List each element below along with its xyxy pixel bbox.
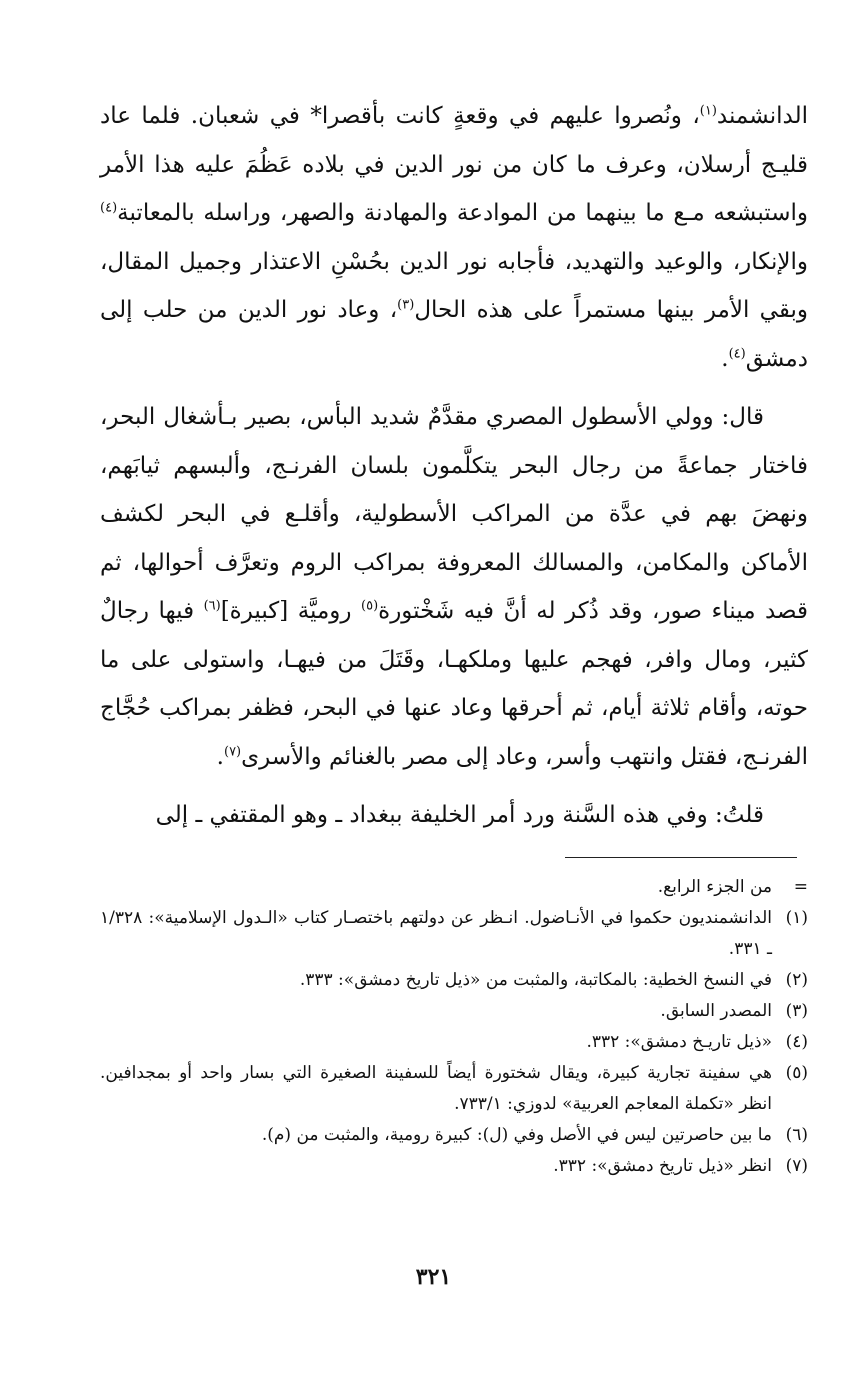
footnote-number: = (793, 877, 808, 897)
footnote-marker-7: (٧) (223, 743, 242, 759)
footnote-text: ما بين حاصرتين ليس في الأصل وفي (ل): كبيرة رومية، والمثبت من (م). (261, 1125, 772, 1145)
footnote-1 (100, 903, 808, 965)
footnote-marker-4: (٤) (728, 345, 746, 361)
footnote-text: انظر «ذيل تاريخ دمشق»: ٣٣٢. (553, 1156, 772, 1176)
paragraph-text: والإنكار، والوعيد والتهديد، فأجابه نور الدين بحُسْنِ الاعتذار وجميل المقال، وبقي الأمر بينها مستمراً على هذه الحال (100, 248, 808, 323)
footnote-text: الدانشمنديون حكموا في الأنـاضول. انـظر عن دولتهم باختصـار كتاب «الـدول الإسلامية»: ١/٣٢٨ ـ ٣٣١. (100, 908, 772, 959)
footnote-number: (٦) (785, 1125, 808, 1145)
paragraph-text: قال: وولي الأسطول المصري مقدَّمٌ شديد البأس، بصير بـأشغال البحر، فاختار جماعةً من رجال البحر يتكلَّمون بلسان الفرنـج، وألبسهم ثيابَهم، ونهضَ بهم في عدَّة من المراكب الأسطولية، وأقلـع في البحر لكشف الأماكن والمكامن، والمسالك المعروفة بمراكب الروم وتعرَّف أحوالها، ثم قصد ميناء صور، وقد ذُكر له أنَّ فيه شَخْتورة (100, 404, 809, 624)
footnote-continuation (100, 872, 808, 903)
paragraph-text: ، وعاد نور الدين من حلب إلى دمشق (100, 297, 808, 372)
footnote-2 (100, 965, 808, 996)
paragraph-text: الدانشمند (716, 103, 808, 129)
footnote-text: هي سفينة تجارية كبيرة، ويقال شختورة أيضاً للسفينة الصغيرة التي بسار واحد أو بمجدافين. انظر «تكملة المعاجم العربية» لدوزي: ٧٣٣/١. (100, 1063, 772, 1114)
footnote-marker-5: (٥) (361, 598, 379, 614)
footnote-number: (١) (785, 908, 808, 928)
footnote-separator (565, 857, 797, 858)
paragraph-1 (100, 92, 808, 383)
footnote-marker-3: (٣) (397, 297, 415, 313)
main-text (100, 92, 808, 840)
footnotes (100, 872, 808, 1182)
footnote-7 (100, 1151, 808, 1182)
footnote-number: (٥) (785, 1063, 808, 1083)
footnote-text: «ذيل تاريـخ دمشق»: ٣٣٢. (586, 1032, 772, 1052)
footnote-number: (٢) (785, 970, 808, 990)
footnote-number: (٤) (785, 1032, 808, 1052)
footnote-marker-1: (١) (699, 103, 717, 119)
footnote-marker-6: (٦) (203, 598, 221, 614)
paragraph-text: ، ونُصروا عليهم في وقعةٍ كانت بأقصرا* في شعبان. فلما عاد قليـج أرسلان، وعرف ما كان من نور الدين في بلاده عَظُمَ عليه هذا الأمر واستبشعه مـع ما بينهما من الموادعة والمهادنة والصهر، وراسله بالمعاتبة (100, 103, 808, 226)
paragraph-text: قلتُ: وفي هذه السَّنة ورد أمر الخليفة ببغداد ـ وهو المقتفي ـ إلى (155, 802, 764, 828)
footnote-4 (100, 1027, 808, 1058)
page-number: ٣٢١ (415, 1264, 452, 1290)
footnote-number: (٧) (785, 1156, 808, 1176)
paragraph-text: فيها رجالٌ كثير، ومال وافر، فهجم عليها وملكهـا، وقَتَلَ من فيهـا، واستولى على ما حوته، وأقام ثلاثة أيام، ثم أحرقها وعاد عنها في البحر، فظفر بمراكب حُجَّاج الفرنـج، فقتل وانتهب وأسر، وعاد إلى مصر بالغنائم والأسرى (100, 598, 808, 770)
paragraph-2 (100, 393, 808, 781)
footnote-text: من الجزء الرابع. (657, 877, 772, 897)
footnote-5 (100, 1058, 808, 1120)
footnote-text: المصدر السابق. (660, 1001, 772, 1021)
footnote-number: (٣) (785, 1001, 808, 1021)
paragraph-text: . (216, 743, 224, 770)
footnote-marker-2: (٤) (100, 200, 118, 216)
paragraph-text: . (721, 345, 729, 372)
footnote-3 (100, 996, 808, 1027)
paragraph-text: روميَّة [كبيرة] (220, 598, 361, 624)
footnote-text: في النسخ الخطية: بالمكاتبة، والمثبت من «ذيل تاريخ دمشق»: ٣٣٣. (299, 970, 772, 990)
paragraph-3 (100, 791, 808, 840)
footnote-6 (100, 1120, 808, 1151)
